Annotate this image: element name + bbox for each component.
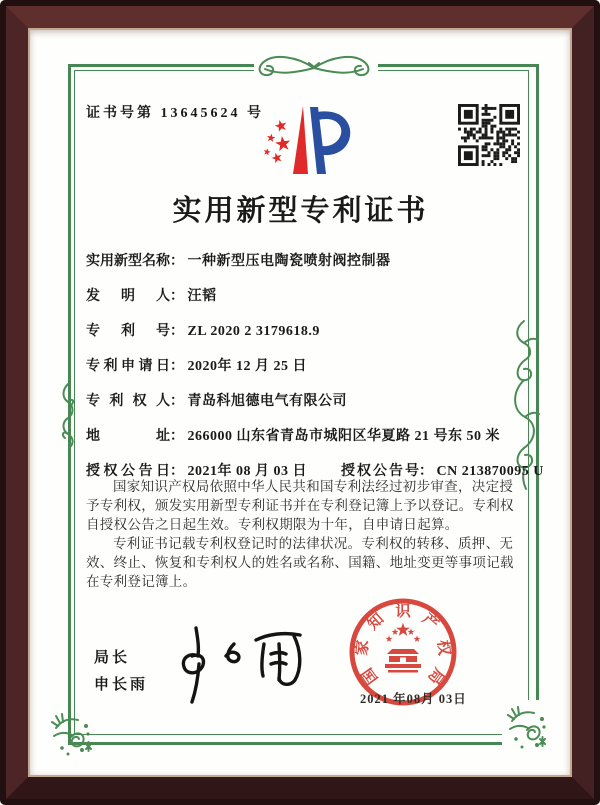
svg-text:识: 识 [395,603,411,620]
field-row-grant: 授权公告日： 2021年 08 月 03 日 授权公告号： CN 213870095 U [86,460,522,482]
svg-text:家: 家 [353,639,372,657]
cnipa-logo-icon [260,103,352,177]
field-value: 汪韬 [187,289,217,304]
field-value: 2021年 08 月 03 日 [187,464,307,479]
field-value: 2020年 12 月 25 日 [187,359,307,374]
certificate-title: 实用新型专利证书 [172,195,429,227]
field-value: ZL 2020 2 3179618.9 [187,324,320,339]
field-row-address: 地址： 266000 山东省青岛市城阳区华夏路 21 号东 50 米 [86,425,522,447]
signer-name: 申长雨 [94,676,149,693]
signer-title: 局长 [94,649,131,666]
field-list [86,250,544,495]
svg-text:权: 权 [434,639,453,657]
signer-block [94,644,148,698]
svg-text:局: 局 [424,664,448,688]
field-label: 授权公告号 [341,464,419,479]
field-label: 实用新型名称 [86,254,170,269]
legal-paragraph-1: 国家知识产权局依照中华人民共和国专利法经过初步审查，决定授予专利权，颁发实用新型专利证书并在专利登记簿上予以登记。专利权自授权公告之日起生效。专利权期限为十年，自申请日起算。 [86,479,514,532]
svg-text:知: 知 [364,610,388,634]
qr-code [458,104,520,166]
svg-text:产: 产 [418,610,442,634]
signature-handwriting [168,620,320,708]
seal-date: 2021 年08月 03日 [360,692,467,706]
field-value: CN 213870095 U [436,464,544,479]
field-label: 专利号 [86,324,170,339]
field-label: 专利申请日 [86,359,170,374]
field-label: 专利权人 [86,394,170,409]
certificate-number: 证书号第 13645624 号 [86,106,264,121]
field-row-patent-no: 专利号： ZL 2020 2 3179618.9 [86,320,522,342]
legal-text [86,477,514,591]
field-value: 青岛科旭德电气有限公司 [187,394,347,409]
field-label: 地址 [86,429,170,444]
field-label: 发明人 [86,289,170,304]
svg-text:国: 国 [358,664,382,688]
field-row-name: 实用新型名称： 一种新型压电陶瓷喷射阀控制器 [86,250,522,272]
field-value: 一种新型压电陶瓷喷射阀控制器 [187,254,391,269]
seal-emblem [385,623,421,673]
field-value: 266000 山东省青岛市城阳区华夏路 21 号东 50 米 [187,429,500,444]
field-label: 授权公告日 [86,464,170,479]
legal-paragraph-2: 专利证书记载专利权登记时的法律状况。专利权的转移、质押、无效、终止、恢复和专利权人的姓名或名称、国籍、地址变更等事项记载在专利登记簿上。 [86,536,514,589]
field-row-inventor: 发明人： 汪韬 [86,285,522,307]
field-row-filing-date: 专利申请日： 2020年 12 月 25 日 [86,355,522,377]
field-row-patentee: 专利权人： 青岛科旭德电气有限公司 [86,390,522,412]
